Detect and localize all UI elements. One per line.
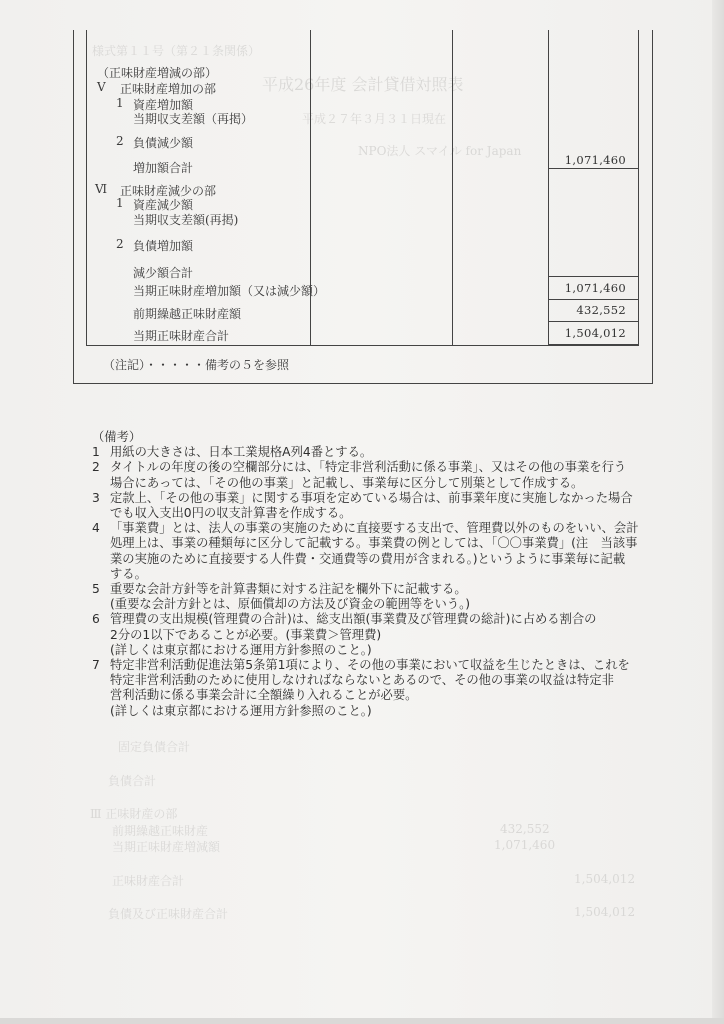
remarks-section [92, 430, 672, 719]
item-num: 2 [116, 134, 124, 148]
increase-total-value: 1,071,460 [564, 153, 626, 167]
remark-line: 特定非営利活動促進法第5条第1項により、その他の事業において収益を生じたときは、これを [110, 658, 630, 673]
item-num: 1 [116, 96, 124, 110]
section-roman: Ⅴ [97, 80, 106, 94]
remark-item [92, 521, 672, 582]
remark-line: 処理上は、事業の種類毎に区分して記載する。事業費の例としては、「〇〇事業費」(注 当該事 [110, 536, 638, 551]
remark-line: (詳しくは東京都における運用方針参照のこと。) [110, 703, 372, 718]
prior-net-assets-value: 432,552 [576, 303, 626, 317]
section-roman: Ⅵ [95, 182, 108, 196]
item-sub: 当期収支差額（再掲） [133, 112, 254, 126]
ghost-bottom-row: 正味財産合計 [112, 874, 185, 888]
remark-item [92, 658, 672, 719]
summary-label: 前期繰越正味財産額 [133, 307, 242, 321]
item-label: 負債減少額 [133, 136, 194, 150]
remark-line: (重要な会計方針とは、原価償却の方法及び資金の範囲等をいう。) [110, 597, 471, 612]
ghost-bottom-row: 前期繰越正味財産 [112, 824, 209, 838]
remark-line: 用紙の大きさは、日本工業規格A列4番とする。 [110, 445, 373, 460]
remark-line: 定款上、「その他の事業」に関する事項を定めている場合は、前事業年度に実施しなかった場合 [110, 490, 633, 505]
remark-line: 管理費の支出規模(管理費の合計)は、総支出額(事業費及び管理費の総計)に占める割合の [110, 612, 597, 627]
remark-line: 営利活動に係る事業会計に全額繰り入れることが必要。 [110, 688, 418, 703]
section-title: 正味財産増加の部 [120, 82, 217, 96]
remark-item [92, 491, 672, 521]
summary-cell-2 [548, 321, 638, 345]
remark-num: 6 [92, 612, 100, 627]
section-heading: （正味財産増減の部） [97, 66, 218, 80]
item-label: 負債増加額 [133, 239, 194, 253]
summary-label: 当期正味財産合計 [133, 329, 230, 343]
remark-line: 「事業費」とは、法人の事業の実施のために直接要する支出で、管理費以外のものをいい、会計 [110, 521, 639, 536]
item-label: 資産減少額 [133, 198, 194, 212]
remark-item [92, 612, 672, 658]
ghost-bottom-value: 1,071,460 [494, 838, 556, 852]
summary-cell-0 [548, 276, 638, 300]
ghost-bottom-value: 1,504,012 [574, 872, 636, 886]
net-assets-total-value: 1,504,012 [564, 326, 626, 340]
net-assets-change-value: 1,071,460 [564, 281, 626, 295]
remark-item [92, 460, 672, 490]
ghost-bottom-row: 負債及び正味財産合計 [108, 907, 229, 921]
section-title: 正味財産減少の部 [120, 184, 217, 198]
remark-line: する。 [110, 566, 147, 581]
footnote: （注記）・・・・・備考の５を参照 [103, 358, 290, 372]
summary-label: 当期正味財産増加額（又は減少額） [133, 284, 326, 298]
remark-line: 業の実施のために直接要する人件費・交通費等の費用が含まれる。)というように事業毎に記載 [110, 551, 626, 566]
ghost-bottom-row: 負債合計 [108, 774, 157, 788]
ghost-bottom-value: 432,552 [500, 822, 550, 836]
remark-item [92, 445, 672, 460]
ghost-bottom-row: 固定負債合計 [118, 740, 191, 754]
increase-total-cell [548, 30, 638, 169]
remark-num: 5 [92, 582, 100, 597]
remarks-heading: （備考） [92, 430, 142, 444]
remark-line: 場合にあっては、「その他の事業」と記載し、事業毎に区分して別葉として作成する。 [110, 475, 584, 490]
ghost-org: NPO法人 スマイル for Japan [358, 144, 522, 158]
remark-num: 2 [92, 460, 100, 475]
column-divider [452, 30, 453, 345]
remark-item [92, 582, 672, 612]
total-label: 減少額合計 [133, 266, 194, 280]
remark-num: 4 [92, 521, 100, 536]
summary-cell-1 [548, 299, 638, 322]
ghost-title: 平成26年度 会計貸借対照表 [262, 75, 464, 94]
ghost-bottom-value: 1,504,012 [574, 905, 636, 919]
remark-line: (詳しくは東京都における運用方針参照のこと。) [110, 642, 372, 657]
remark-line: 特定非営利活動のために使用しなければならないとあるので、その他の事業の収益は特定非 [110, 673, 614, 688]
item-sub: 当期収支差額(再掲) [133, 213, 239, 227]
item-num: 1 [116, 196, 124, 210]
remark-num: 3 [92, 490, 100, 505]
ghost-header: 様式第１１号（第２１条関係） [92, 44, 261, 58]
remark-line: タイトルの年度の後の空欄部分には、「特定非営利活動に係る事業」、又はその他の事業を行う [110, 460, 627, 475]
ghost-bottom-row: 当期正味財産増減額 [112, 840, 221, 854]
ghost-date: 平成２７年３月３１日現在 [302, 112, 447, 126]
page-edge-shadow [0, 1018, 724, 1024]
page-edge-shadow [712, 0, 724, 1024]
item-label: 資産増加額 [133, 98, 194, 112]
remark-line: 2分の1以下であることが必要。(事業費＞管理費) [110, 627, 382, 642]
ghost-bottom-row: Ⅲ 正味財産の部 [90, 807, 178, 821]
remark-line: でも収入支出0円の収支計算書を作成する。 [110, 506, 352, 521]
remark-num: 1 [92, 445, 100, 460]
item-num: 2 [116, 237, 124, 251]
remark-line: 重要な会計方針等を計算書類に対する注記を欄外下に記載する。 [110, 582, 467, 597]
total-label: 増加額合計 [133, 161, 194, 175]
remark-num: 7 [92, 658, 100, 673]
